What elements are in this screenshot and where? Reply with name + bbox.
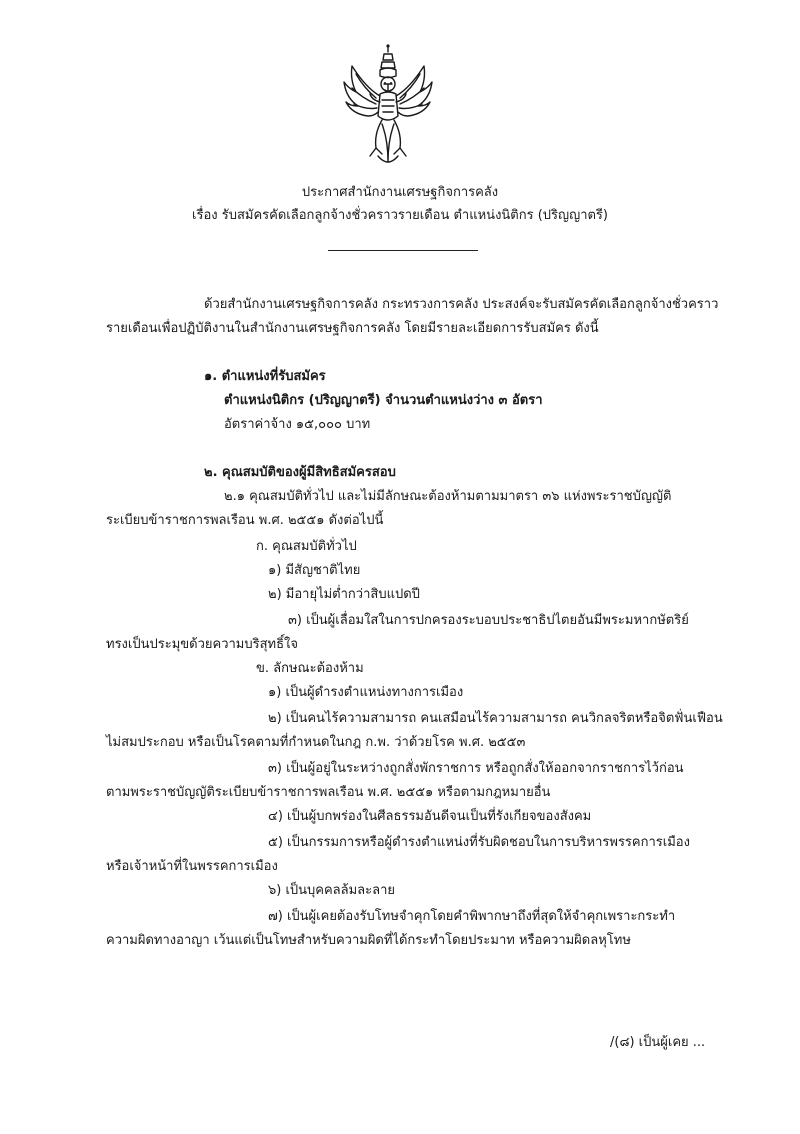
prohibition-item-6: ๖) เป็นบุคคลล้มละลาย	[268, 883, 396, 898]
prohibition-item-7-line-1: ๗) เป็นผู้เคยต้องรับโทษจำคุกโดยคำพิพากษาถึงที่สุดให้จำคุกเพราะกระทำ	[268, 909, 676, 924]
prohibition-item-1: ๑) เป็นผู้ดำรงตำแหน่งทางการเมือง	[268, 685, 464, 700]
section-1-heading: ๑. ตำแหน่งที่รับสมัคร	[204, 369, 326, 384]
prohibition-item-2-line-1: ๒) เป็นคนไร้ความสามารถ คนเสมือนไร้ความสามารถ คนวิกลจริตหรือจิตฟั่นเฟือน	[268, 711, 723, 726]
clause-2-1-line-1: ๒.๑ คุณสมบัติทั่วไป และไม่มีลักษณะต้องห้ามตามมาตรา ๓๖ แห่งพระราชบัญญัติ	[224, 489, 672, 504]
page-continuation-note: /(๘) เป็นผู้เคย ...	[610, 1035, 706, 1050]
prohibition-item-3-line-1: ๓) เป็นผู้อยู่ในระหว่างถูกสั่งพักราชการ หรือถูกสั่งให้ออกจากราชการไว้ก่อน	[268, 761, 684, 776]
wage-line: อัตราค่าจ้าง ๑๕,๐๐๐ บาท	[224, 417, 371, 432]
announcement-title: ประกาศสำนักงานเศรษฐกิจการคลัง	[301, 185, 499, 200]
qualification-item-3-line-2: ทรงเป็นประมุขด้วยความบริสุทธิ์ใจ	[106, 637, 299, 652]
prohibition-item-3-line-2: ตามพระราชบัญญัติระเบียบข้าราชการพลเรือน พ.ศ. ๒๕๕๑ หรือตามกฎหมายอื่น	[106, 785, 551, 800]
subheading-general-qualifications: ก. คุณสมบัติทั่วไป	[256, 539, 357, 554]
prohibition-item-2-line-2: ไม่สมประกอบ หรือเป็นโรคตามที่กำหนดในกฎ ก.พ. ว่าด้วยโรค พ.ศ. ๒๕๕๓	[106, 735, 526, 750]
prohibition-item-5-line-2: หรือเจ้าหน้าที่ในพรรคการเมือง	[106, 859, 278, 874]
position-line: ตำแหน่งนิติกร (ปริญญาตรี) จำนวนตำแหน่งว่าง ๓ อัตรา	[224, 393, 543, 408]
subheading-prohibited-characteristics: ข. ลักษณะต้องห้าม	[256, 661, 364, 676]
prohibition-item-5-line-1: ๕) เป็นกรรมการหรือผู้ดำรงตำแหน่งที่รับผิดชอบในการบริหารพรรคการเมือง	[268, 835, 690, 850]
title-divider	[328, 250, 478, 251]
prohibition-item-4: ๔) เป็นผู้บกพร่องในศีลธรรมอันดีจนเป็นที่รังเกียจของสังคม	[268, 809, 592, 824]
qualification-item-3-line-1: ๓) เป็นผู้เลื่อมใสในการปกครองระบอบประชาธิปไตยอันมีพระมหากษัตริย์	[288, 613, 689, 628]
clause-2-1-line-2: ระเบียบข้าราชการพลเรือน พ.ศ. ๒๕๕๑ ดังต่อไปนี้	[106, 513, 384, 528]
qualification-item-2: ๒) มีอายุไม่ต่ำกว่าสิบแปดปี	[268, 587, 420, 602]
qualification-item-1: ๑) มีสัญชาติไทย	[268, 563, 361, 578]
prohibition-item-7-line-2: ความผิดทางอาญา เว้นแต่เป็นโทษสำหรับความผิดที่ได้กระทำโดยประมาท หรือความผิดลหุโทษ	[106, 933, 631, 948]
intro-line-2: รายเดือนเพื่อปฏิบัติงานในสำนักงานเศรษฐกิจการคลัง โดยมีรายละเอียดการรับสมัคร ดังนี้	[106, 321, 599, 336]
intro-line-1: ด้วยสำนักงานเศรษฐกิจการคลัง กระทรวงการคลัง ประสงค์จะรับสมัครคัดเลือกลูกจ้างชั่วคราว	[204, 297, 719, 312]
announcement-subject: เรื่อง รับสมัครคัดเลือกลูกจ้างชั่วคราวรายเดือน ตำแหน่งนิติกร (ปริญญาตรี)	[192, 208, 608, 223]
garuda-emblem-icon	[338, 44, 438, 170]
section-2-heading: ๒. คุณสมบัติของผู้มีสิทธิสมัครสอบ	[204, 465, 396, 480]
